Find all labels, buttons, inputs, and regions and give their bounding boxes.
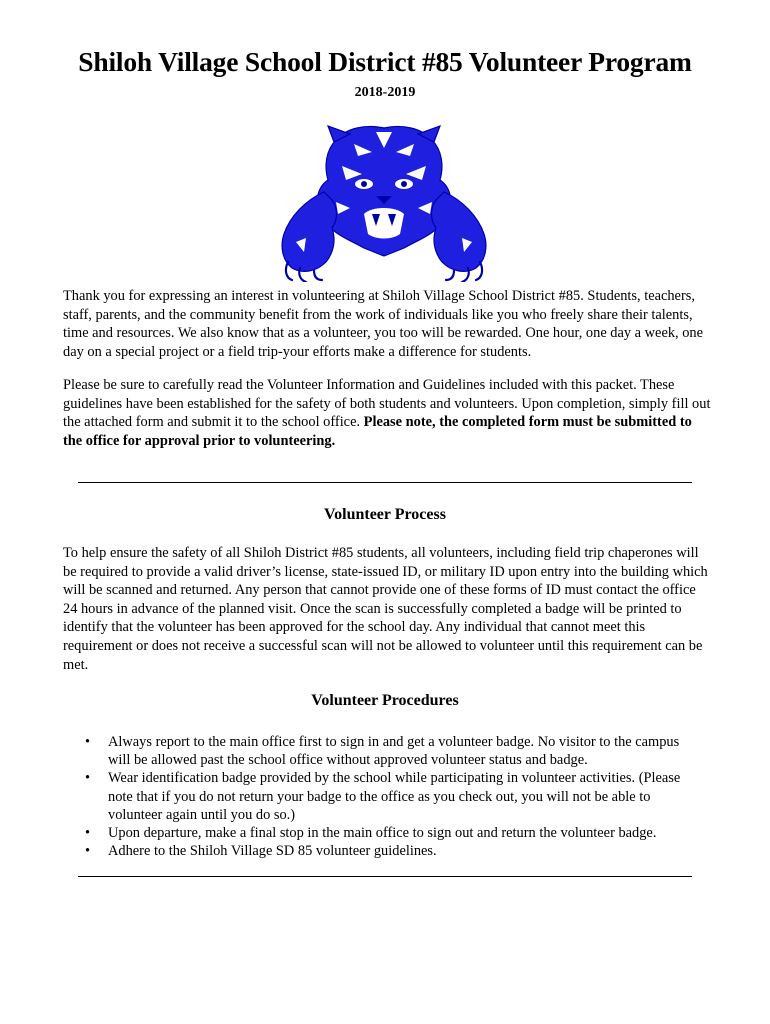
tiger-mascot-icon	[276, 122, 492, 282]
procedures-list	[63, 733, 703, 860]
guidelines-text: Please be sure to carefully read the Volunteer Information and Guidelines included with this packet. These guidelines have been established for the safety of both students and volunteers. Upon completion, simply fill out the attached form and submit it to the school office.	[63, 377, 711, 431]
bullet-icon: •	[85, 825, 91, 842]
list-item-text: Wear identification badge provided by the school while participating in volunteer activities. (Please note that if you do not return your badge to the office as you check out, you will not be able to volunteer again until you do so.)	[108, 770, 681, 823]
intro-paragraph: Thank you for expressing an interest in volunteering at Shiloh Village School District #85. Students, teachers, staff, parents, and the community benefit from the work of individuals like you who freely share their talents, time and resources. We also know that as a volunteer, you too will be rewarded. One hour, one day a week, one day on a special project or a field trip-your efforts make a difference for students.	[63, 288, 704, 360]
volunteer-process-paragraph: To help ensure the safety of all Shiloh District #85 students, all volunteers, including field trip chaperones will be required to provide a valid driver’s license, state-issued ID, or military ID upon entry into the building which will be scanned and returned. Any person that cannot provide one of these forms of ID must contact the office 24 hours in advance of the planned visit. Once the scan is successfully completed a badge will be printed to identify that the volunteer has been approved for the school day. Any individual that cannot meet this requirement or does not receive a successful scan will not be allowed to volunteer until this requirement can be met.	[63, 545, 708, 673]
tiger-paw-left	[282, 192, 336, 271]
list-item	[63, 842, 703, 860]
approval-note: Please note, the completed form must be submitted to the office for approval prior to volunteering.	[63, 414, 692, 449]
list-item	[63, 769, 703, 824]
bullet-icon: •	[85, 770, 91, 787]
list-item-text: Adhere to the Shiloh Village SD 85 volunteer guidelines.	[108, 843, 437, 860]
volunteer-process-heading: Volunteer Process	[324, 506, 446, 523]
guidelines-paragraph	[63, 376, 713, 450]
list-item-text: Always report to the main office first to sign in and get a volunteer badge. No visitor to the campus will be allowed past the school office without approved volunteer status and badge.	[108, 734, 680, 769]
page-title: Shiloh Village School District #85 Volunteer Program	[78, 46, 692, 77]
list-item	[63, 824, 703, 842]
section-divider	[78, 876, 692, 877]
section-divider	[78, 482, 692, 483]
tiger-paw-right	[432, 192, 486, 271]
bullet-icon: •	[85, 734, 91, 750]
list-item	[63, 733, 703, 769]
list-item-text: Upon departure, make a final stop in the main office to sign out and return the volunteer badge.	[108, 825, 657, 842]
bullet-icon: •	[85, 843, 91, 860]
school-year: 2018-2019	[354, 85, 416, 100]
volunteer-procedures-heading: Volunteer Procedures	[311, 692, 459, 709]
